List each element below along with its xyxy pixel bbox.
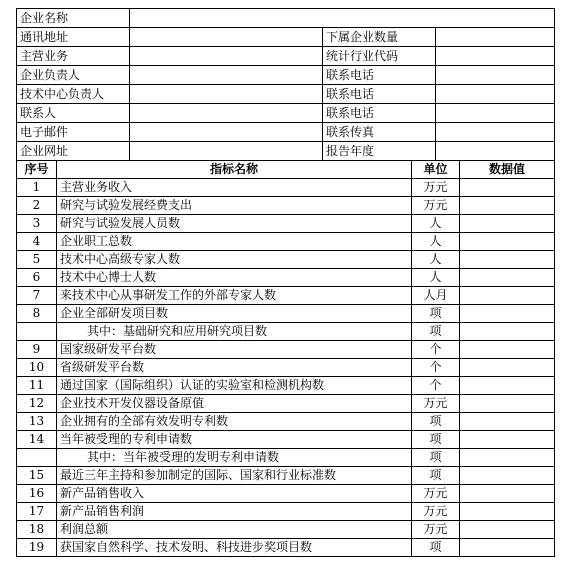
table-row <box>17 323 555 341</box>
row-indicator-name: 企业职工总数 <box>57 233 412 251</box>
label-industry-code: 统计行业代码 <box>323 47 436 66</box>
table-row <box>17 233 555 251</box>
row-seq: 16 <box>17 485 57 503</box>
row-value-input[interactable] <box>460 431 555 449</box>
row-value-input[interactable] <box>460 305 555 323</box>
row-seq: 18 <box>17 521 57 539</box>
input-legal-rep[interactable] <box>130 66 323 85</box>
row-unit: 人 <box>412 215 460 233</box>
table-row <box>17 413 555 431</box>
table-row <box>17 539 555 557</box>
row-indicator-name: 其中：基础研究和应用研究项目数 <box>57 323 412 341</box>
row-value-input[interactable] <box>460 503 555 521</box>
input-company-name[interactable] <box>130 9 555 28</box>
row-email <box>17 123 555 142</box>
row-seq: 4 <box>17 233 57 251</box>
row-seq: 9 <box>17 341 57 359</box>
row-value-input[interactable] <box>460 449 555 467</box>
row-indicator-name: 国家级研发平台数 <box>57 341 412 359</box>
label-phone-3: 联系电话 <box>323 104 436 123</box>
table-row <box>17 377 555 395</box>
label-address: 通讯地址 <box>17 28 130 47</box>
row-unit: 万元 <box>412 197 460 215</box>
row-indicator-name: 企业全部研发项目数 <box>57 305 412 323</box>
row-indicator-name: 省级研发平台数 <box>57 359 412 377</box>
row-unit: 万元 <box>412 179 460 197</box>
row-value-input[interactable] <box>460 359 555 377</box>
row-indicator-name: 新产品销售收入 <box>57 485 412 503</box>
table-row <box>17 305 555 323</box>
table-row <box>17 287 555 305</box>
label-report-year: 报告年度 <box>323 142 436 161</box>
row-seq: 8 <box>17 305 57 323</box>
table-row <box>17 485 555 503</box>
row-value-input[interactable] <box>460 413 555 431</box>
row-unit: 个 <box>412 377 460 395</box>
input-tech-head[interactable] <box>130 85 323 104</box>
row-seq: 1 <box>17 179 57 197</box>
input-fax[interactable] <box>436 123 555 142</box>
row-unit: 项 <box>412 305 460 323</box>
row-indicator-name: 来技术中心从事研发工作的外部专家人数 <box>57 287 412 305</box>
row-value-input[interactable] <box>460 323 555 341</box>
label-phone-2: 联系电话 <box>323 85 436 104</box>
row-indicator-name: 当年被受理的专利申请数 <box>57 431 412 449</box>
row-unit: 项 <box>412 323 460 341</box>
header-indicator: 指标名称 <box>57 161 412 179</box>
row-unit: 人 <box>412 269 460 287</box>
row-website <box>17 142 555 161</box>
row-seq <box>17 323 57 341</box>
row-seq: 15 <box>17 467 57 485</box>
row-seq: 14 <box>17 431 57 449</box>
label-contact: 联系人 <box>17 104 130 123</box>
row-indicator-name: 主营业务收入 <box>57 179 412 197</box>
row-unit: 人月 <box>412 287 460 305</box>
input-contact[interactable] <box>130 104 323 123</box>
row-unit: 万元 <box>412 503 460 521</box>
input-website[interactable] <box>130 142 323 161</box>
input-email[interactable] <box>130 123 323 142</box>
row-indicator-name: 最近三年主持和参加制定的国际、国家和行业标准数 <box>57 467 412 485</box>
label-subsidiaries: 下属企业数量 <box>323 28 436 47</box>
label-main-business: 主营业务 <box>17 47 130 66</box>
row-seq: 11 <box>17 377 57 395</box>
row-unit: 项 <box>412 539 460 557</box>
row-seq: 10 <box>17 359 57 377</box>
header-seq: 序号 <box>17 161 57 179</box>
row-unit: 万元 <box>412 395 460 413</box>
indicator-table <box>16 160 555 557</box>
row-value-input[interactable] <box>460 539 555 557</box>
input-phone-1[interactable] <box>436 66 555 85</box>
row-seq: 7 <box>17 287 57 305</box>
header-value: 数据值 <box>460 161 555 179</box>
row-unit: 个 <box>412 341 460 359</box>
row-value-input[interactable] <box>460 197 555 215</box>
row-seq: 2 <box>17 197 57 215</box>
header-unit: 单位 <box>412 161 460 179</box>
row-unit: 项 <box>412 413 460 431</box>
row-value-input[interactable] <box>460 395 555 413</box>
row-indicator-name: 其中：当年被受理的发明专利申请数 <box>57 449 412 467</box>
row-indicator-name: 研究与试验发展经费支出 <box>57 197 412 215</box>
table-row <box>17 179 555 197</box>
row-main-business <box>17 47 555 66</box>
row-seq <box>17 449 57 467</box>
row-unit: 项 <box>412 449 460 467</box>
row-value-input[interactable] <box>460 287 555 305</box>
label-company-name: 企业名称 <box>17 9 130 28</box>
row-unit: 项 <box>412 431 460 449</box>
row-indicator-name: 技术中心高级专家人数 <box>57 251 412 269</box>
row-indicator-name: 研究与试验发展人员数 <box>57 215 412 233</box>
row-company-name <box>17 9 555 28</box>
company-info-table <box>16 8 555 161</box>
table-row <box>17 467 555 485</box>
row-value-input[interactable] <box>460 269 555 287</box>
input-subsidiaries[interactable] <box>436 28 555 47</box>
table-row <box>17 503 555 521</box>
table-row <box>17 251 555 269</box>
row-value-input[interactable] <box>460 485 555 503</box>
table-row <box>17 449 555 467</box>
row-indicator-name: 企业技术开发仪器设备原值 <box>57 395 412 413</box>
row-seq: 6 <box>17 269 57 287</box>
row-unit: 万元 <box>412 521 460 539</box>
table-row <box>17 197 555 215</box>
row-seq: 13 <box>17 413 57 431</box>
table-row <box>17 521 555 539</box>
table-row <box>17 395 555 413</box>
row-legal-rep <box>17 66 555 85</box>
row-seq: 12 <box>17 395 57 413</box>
label-legal-rep: 企业负责人 <box>17 66 130 85</box>
row-seq: 5 <box>17 251 57 269</box>
row-value-input[interactable] <box>460 467 555 485</box>
table-row <box>17 215 555 233</box>
row-seq: 17 <box>17 503 57 521</box>
row-unit: 万元 <box>412 485 460 503</box>
label-email: 电子邮件 <box>17 123 130 142</box>
row-address <box>17 28 555 47</box>
indicator-header-row <box>17 161 555 179</box>
table-row <box>17 431 555 449</box>
row-value-input[interactable] <box>460 179 555 197</box>
row-value-input[interactable] <box>460 521 555 539</box>
row-indicator-name: 企业拥有的全部有效发明专利数 <box>57 413 412 431</box>
table-row <box>17 341 555 359</box>
input-industry-code[interactable] <box>436 47 555 66</box>
input-phone-3[interactable] <box>436 104 555 123</box>
row-value-input[interactable] <box>460 215 555 233</box>
row-indicator-name: 获国家自然科学、技术发明、科技进步奖项目数 <box>57 539 412 557</box>
label-website: 企业网址 <box>17 142 130 161</box>
table-row <box>17 359 555 377</box>
row-seq: 3 <box>17 215 57 233</box>
row-value-input[interactable] <box>460 377 555 395</box>
input-report-year[interactable] <box>436 142 555 161</box>
input-address[interactable] <box>130 28 323 47</box>
row-indicator-name: 利润总额 <box>57 521 412 539</box>
row-tech-head <box>17 85 555 104</box>
row-unit: 人 <box>412 233 460 251</box>
row-unit: 人 <box>412 251 460 269</box>
input-phone-2[interactable] <box>436 85 555 104</box>
row-indicator-name: 技术中心博士人数 <box>57 269 412 287</box>
row-value-input[interactable] <box>460 251 555 269</box>
row-seq: 19 <box>17 539 57 557</box>
row-unit: 项 <box>412 467 460 485</box>
label-phone-1: 联系电话 <box>323 66 436 85</box>
input-main-business[interactable] <box>130 47 323 66</box>
statistics-form <box>16 8 555 557</box>
row-indicator-name: 新产品销售利润 <box>57 503 412 521</box>
row-indicator-name: 通过国家（国际组织）认证的实验室和检测机构数 <box>57 377 412 395</box>
row-value-input[interactable] <box>460 233 555 251</box>
label-fax: 联系传真 <box>323 123 436 142</box>
row-value-input[interactable] <box>460 341 555 359</box>
row-contact <box>17 104 555 123</box>
row-unit: 个 <box>412 359 460 377</box>
label-tech-head: 技术中心负责人 <box>17 85 130 104</box>
table-row <box>17 269 555 287</box>
indicator-rows <box>17 179 555 557</box>
